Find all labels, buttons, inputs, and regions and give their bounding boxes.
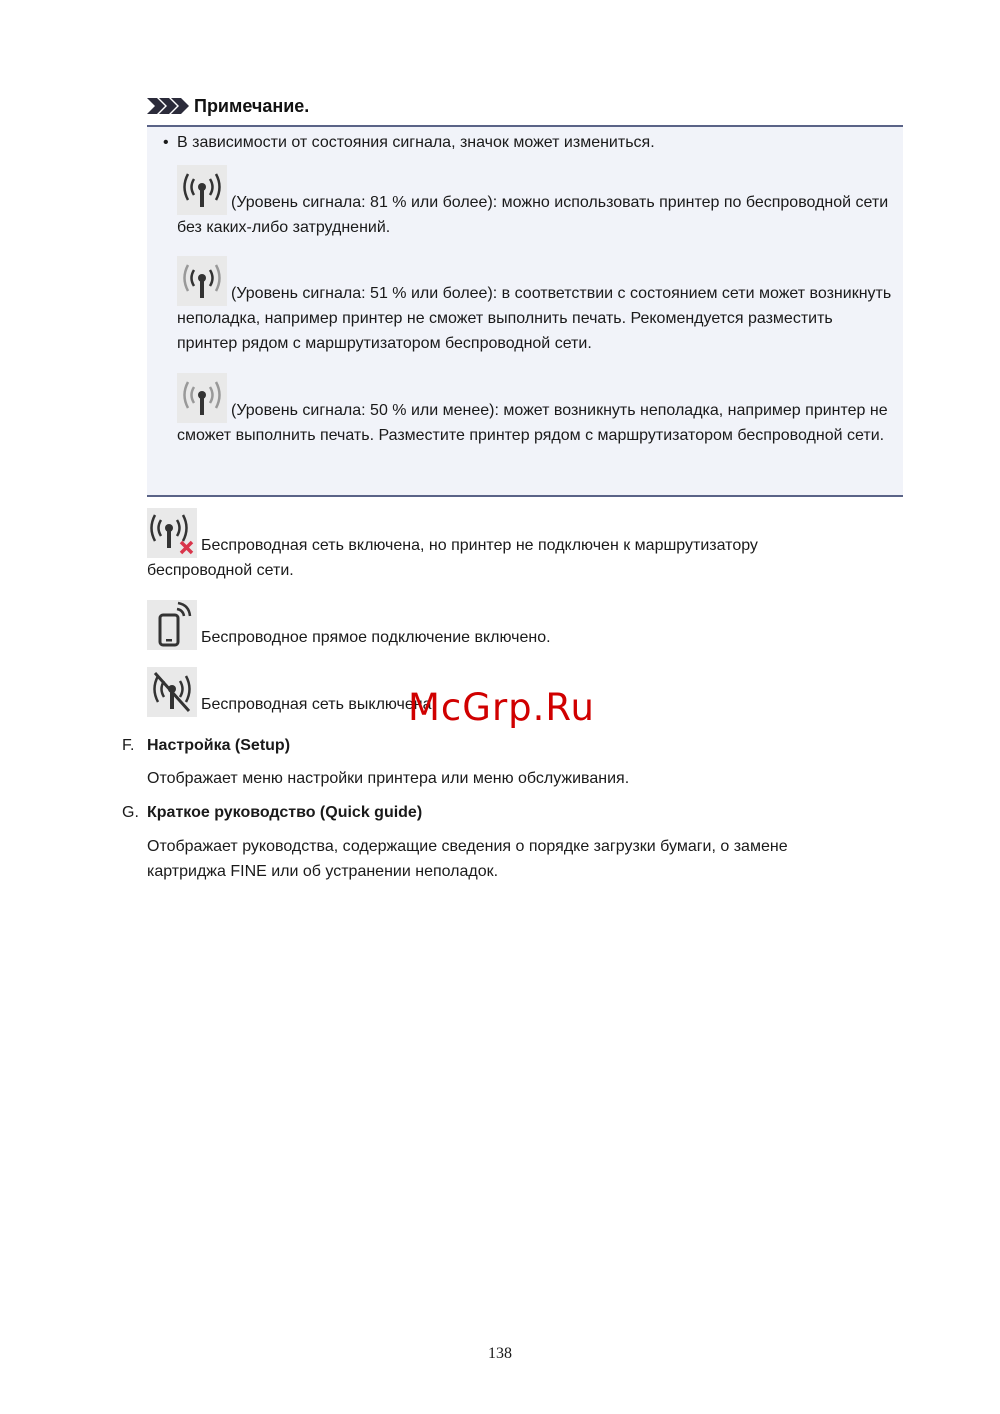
note-header <box>147 93 903 125</box>
note-block <box>147 93 903 497</box>
signal-medium-text: (Уровень сигнала: 51 % или более): в соответствии с состоянием сети может возникнуть неполадка, например принтер не сможет выполнить печать. Рекомендуется разместить принтер рядом с маршрутизатором беспроводной сети. <box>177 285 892 352</box>
page-number: 138 <box>488 1345 512 1362</box>
wireless-direct-icon <box>147 600 197 650</box>
note-title: Примечание. <box>194 96 310 116</box>
status-direct <box>147 600 867 650</box>
section-f-title: Настройка (Setup) <box>147 737 291 754</box>
signal-weak-text: (Уровень сигнала: 50 % или менее): может возникнуть неполадка, например принтер не сможет выполнить печать. Разместите принтер рядом с маршрутизатором беспроводной сети. <box>177 402 888 444</box>
note-box <box>147 125 903 497</box>
signal-level-strong <box>177 165 897 240</box>
signal-medium-icon <box>177 256 227 306</box>
section-g-description: Отображает руководства, содержащие сведения о порядке загрузки бумаги, о замене картриджа FINE или об устранении неполадок. <box>147 838 788 880</box>
wireless-disabled-icon <box>147 667 197 717</box>
section-f-letter: F. <box>122 737 135 754</box>
signal-level-medium <box>177 256 897 356</box>
status-direct-text: Беспроводное прямое подключение включено. <box>201 629 551 646</box>
status-disabled-text: Беспроводная сеть выключена. <box>201 696 436 713</box>
signal-strong-icon <box>177 165 227 215</box>
note-bullet-text: В зависимости от состояния сигнала, значок может измениться. <box>177 134 655 151</box>
signal-strong-text: (Уровень сигнала: 81 % или более): можно использовать принтер по беспроводной сети без каких-либо затруднений. <box>177 194 889 236</box>
bullet-marker: • <box>163 134 169 151</box>
section-g-letter: G. <box>122 804 139 821</box>
wireless-not-connected-icon <box>147 508 197 558</box>
note-arrows-icon <box>147 98 189 114</box>
section-g-title: Краткое руководство (Quick guide) <box>147 804 423 821</box>
watermark: McGrp.Ru <box>408 686 595 729</box>
status-not-connected <box>147 508 867 583</box>
signal-level-weak <box>177 373 897 448</box>
status-not-connected-text: Беспроводная сеть включена, но принтер не подключен к маршрутизатору беспроводной сети. <box>147 537 758 579</box>
section-f-description: Отображает меню настройки принтера или меню обслуживания. <box>147 770 630 787</box>
signal-weak-icon <box>177 373 227 423</box>
